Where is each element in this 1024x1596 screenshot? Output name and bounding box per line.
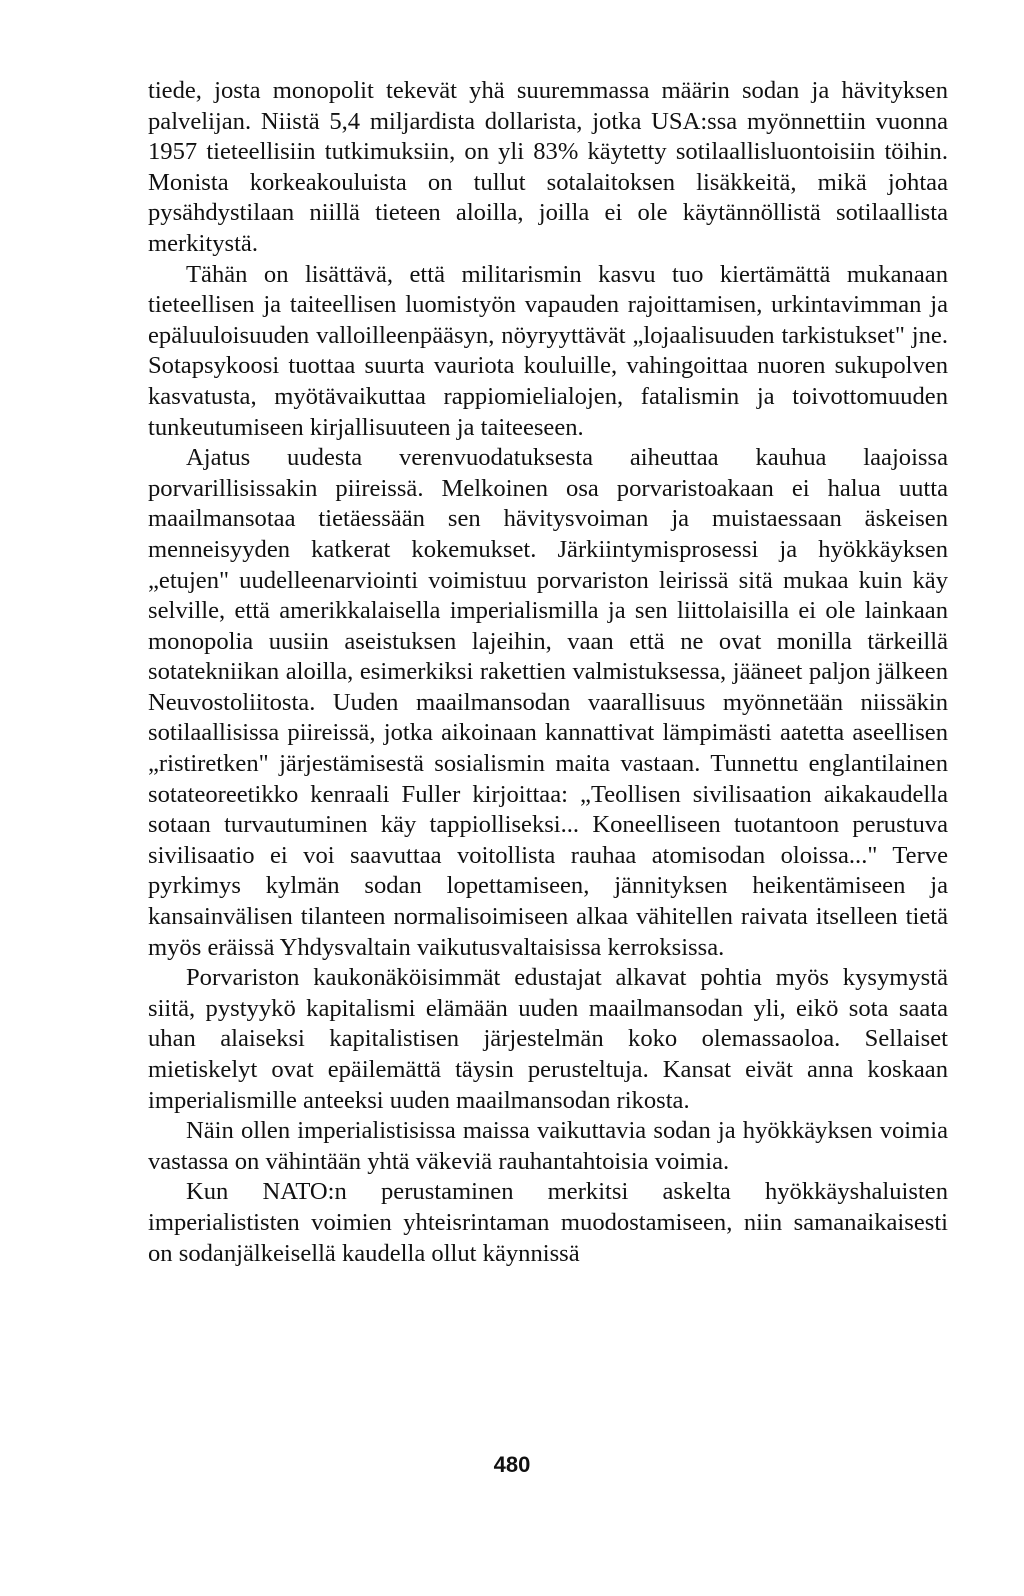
paragraph-1: tiede, josta monopolit tekevät yhä suuremmassa määrin sodan ja hävityksen palvelijan. Niistä 5,4 miljardista dollarista, jotka USA:ssa myönnettiin vuonna 1957 tieteellisiin tutkimuksiin, on yli 83% käytetty sotilaallisluontoisiin töihin. Monista korkeakouluista on tullut sotalaitoksen lisäkkeitä, mikä johtaa pysähdystilaan niillä tieteen aloilla, joilla ei ole käytännöllistä sotilaallista merkitystä. (148, 77, 948, 257)
paragraph-2: Tähän on lisättävä, että militarismin kasvu tuo kiertämättä mukanaan tieteellisen ja taiteellisen luomistyön vapauden rajoittamisen, urkintavimman ja epäluuloisuuden valloilleenpääsyn, nöyryyttävät „lojaalisuuden tarkistukset" jne. Sotapsykoosi tuottaa suurta vauriota kouluille, vahingoittaa nuoren sukupolven kasvatusta, myötävaikuttaa rappiomielialojen, fatalismin ja toivottomuuden tunkeutumiseen kirjallisuuteen ja taiteeseen. (148, 260, 948, 441)
paragraph-5: Näin ollen imperialistisissa maissa vaikuttavia sodan ja hyökkäyksen voimia vastassa on vähintään yhtä väkeviä rauhantahtoisia voimia. (148, 1117, 948, 1175)
paragraph-3: Ajatus uudesta verenvuodatuksesta aiheuttaa kauhua laajoissa porvarillisissakin piireissä. Melkoinen osa porvaristoakaan ei halua uutta maailmansotaa tietäessään sen hävitysvoiman ja muistaessaan äskeisen menneisyyden katkerat kokemukset. Järkiintymisprosessi ja hyökkäyksen „etujen" uudelleenarviointi voimistuu porvariston leirissä sitä mukaa kuin käy selville, että amerikkalaisella imperialismilla ja sen liittolaisilla ei ole lainkaan monopolia uusiin aseistuksen lajeihin, vaan että ne ovat monilla tärkeillä sotatekniikan aloilla, esimerkiksi rakettien valmistuksessa, jääneet paljon jälkeen Neuvostoliitosta. Uuden maailmansodan vaarallisuus myönnetään niissäkin sotilaallisissa piireissä, jotka aikoinaan kannattivat lämpimästi aatetta aseellisen „ristiretken" järjestämisestä sosialismin maita vastaan. Tunnettu englantilainen sotateoreetikko kenraali Fuller kirjoittaa: „Teollisen sivilisaation aikakaudella sotaan turvautuminen käy tappiolliseksi... Koneelliseen tuotantoon perustuva sivilisaatio ei voi saavuttaa voitollista rauhaa atomisodan oloissa..." Terve pyrkimys kylmän sodan lopettamiseen, jännityksen heikentämiseen ja kansainvälisen tilanteen normalisoimiseen alkaa vähitellen raivata itselleen tietä myös eräissä Yhdysvaltain vaikutusvaltaisissa kerroksissa. (148, 444, 948, 961)
paragraph-6: Kun NATO:n perustaminen merkitsi askelta hyökkäyshaluisten imperialististen voimien yhteisrintaman muodostamiseen, niin samanaikaisesti on sodanjälkeisellä kaudella ollut käynnissä (148, 1178, 948, 1267)
body-text (148, 76, 948, 1269)
paragraph-4: Porvariston kaukonäköisimmät edustajat alkavat pohtia myös kysymystä siitä, pystyykö kapitalismi elämään uuden maailmansodan yli, eikö sota saata uhan alaiseksi kapitalistisen järjestelmän koko olemassaoloa. Sellaiset mietiskelyt ovat epäilemättä täysin perusteltuja. Kansat eivät anna koskaan imperialismille anteeksi uuden maailmansodan rikosta. (148, 964, 948, 1114)
page-number: 480 (493, 1452, 531, 1477)
